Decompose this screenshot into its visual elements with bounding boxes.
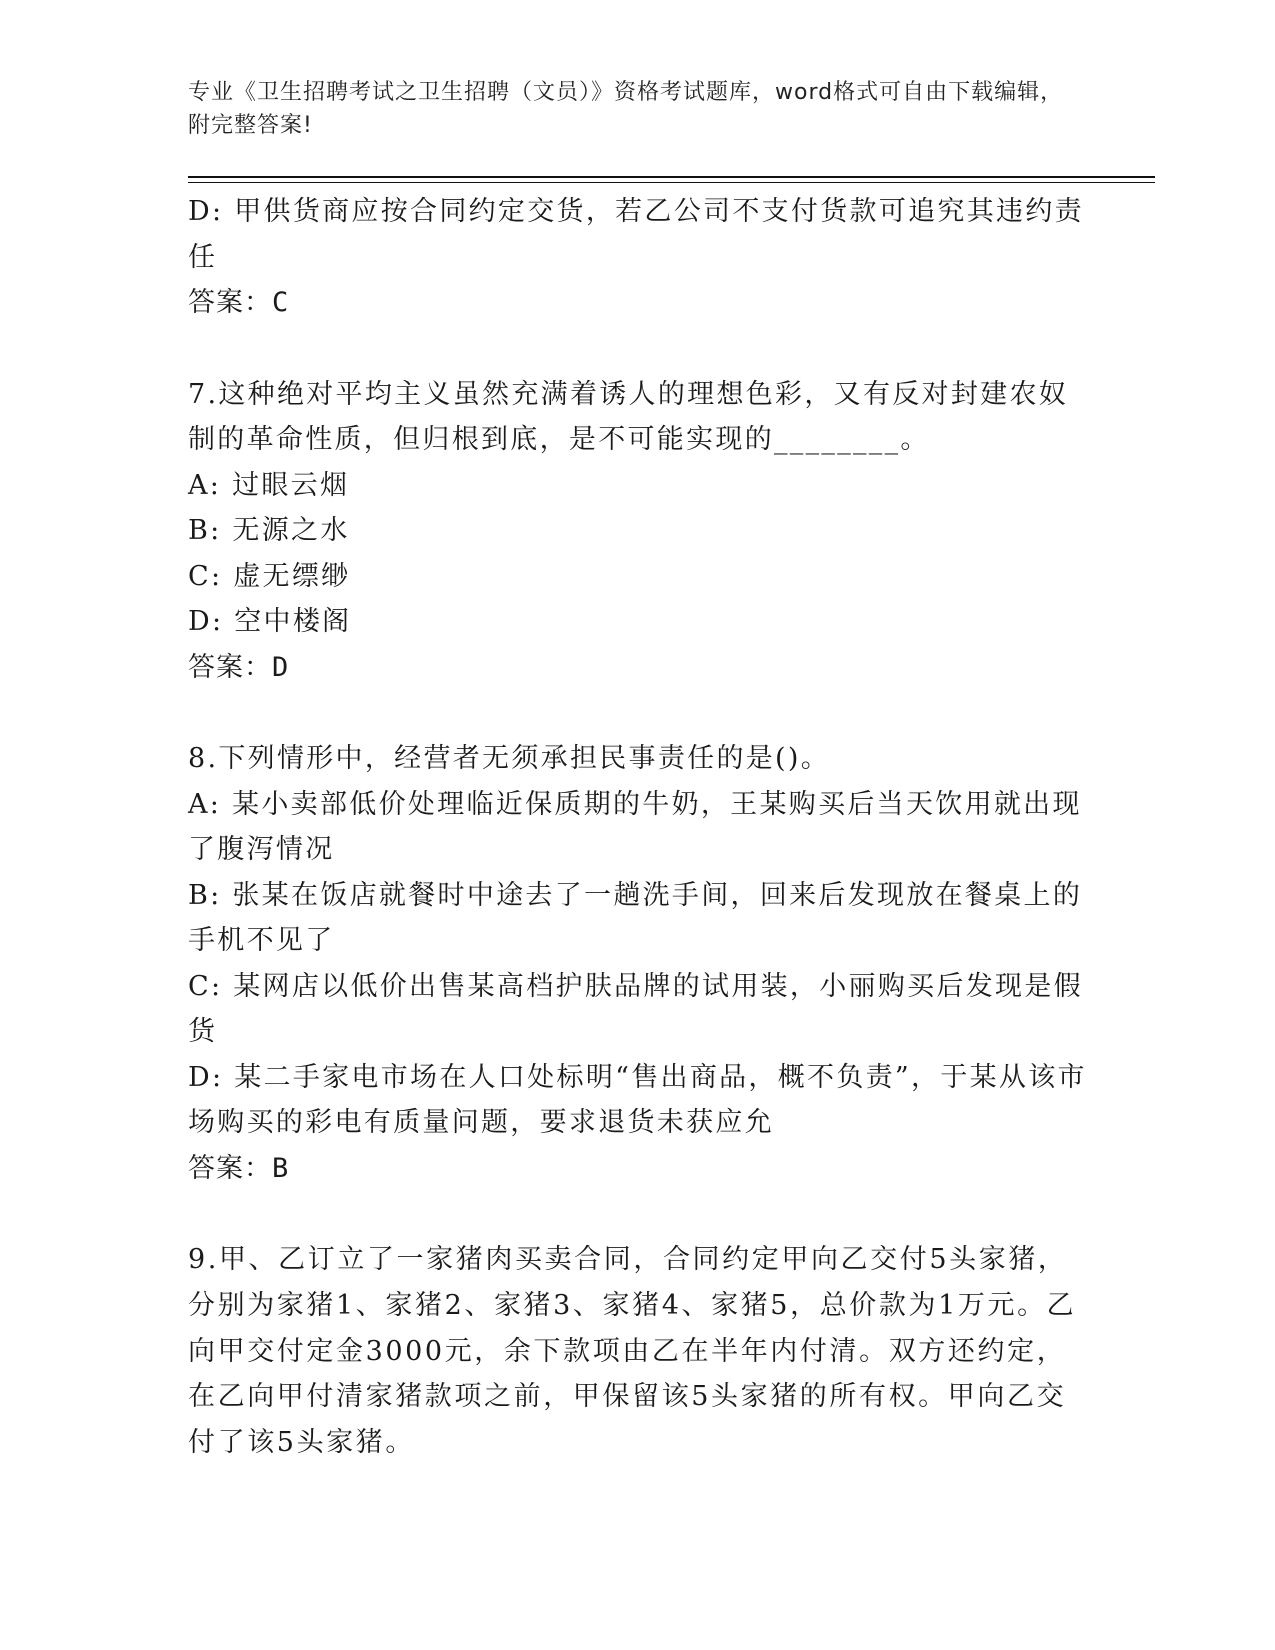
q7-option-d: D: 空中楼阁 <box>188 606 352 637</box>
q8-stem: 8.下列情形中，经营者无须承担民事责任的是()。 <box>188 743 831 774</box>
q7-answer-label: 答案： <box>188 651 272 683</box>
q8-answer <box>188 1146 1088 1192</box>
q7-option-c: C: 虚无缥缈 <box>188 560 351 592</box>
q7-answer <box>188 645 1088 691</box>
header-text: 专业《卫生招聘考试之卫生招聘（文员）》资格考试题库，word格式可自由下载编辑，附完整答案! <box>188 80 1064 138</box>
q6-answer-label: 答案： <box>188 287 272 318</box>
q8-option-a: A: 某小卖部低价处理临近保质期的牛奶，王某购买后当天饮用就出现了腹泻情况 <box>188 788 1082 865</box>
question-8 <box>188 736 1088 1191</box>
q6-answer-value: C <box>272 287 290 318</box>
q8-option-c: C: 某网店以低价出售某高档护肤品牌的试用装，小丽购买后发现是假货 <box>188 970 1083 1047</box>
spacer <box>188 1191 1088 1237</box>
question-7 <box>188 372 1088 691</box>
q8-answer-label: 答案： <box>188 1152 272 1184</box>
q8-option-d: D: 某二手家电市场在人口处标明“售出商品，概不负责”，于某从该市场购买的彩电有质量问题，要求退货未获应允 <box>188 1061 1087 1138</box>
q7-stem: 7.这种绝对平均主义虽然充满着诱人的理想色彩，又有反对封建农奴制的革命性质，但归根到底，是不可能实现的________。 <box>188 378 1069 455</box>
question-9 <box>188 1237 1088 1466</box>
q6-answer <box>188 280 1088 326</box>
header-divider-thick <box>188 176 1155 178</box>
q6-option-d: D: 甲供货商应按合同约定交货，若乙公司不支付货款可追究其违约责任 <box>188 196 1084 273</box>
document-body <box>188 189 1088 1466</box>
q7-answer-value: D <box>272 651 290 683</box>
header-divider-thin <box>188 182 1155 183</box>
q8-option-b: B: 张某在饭店就餐时中途去了一趟洗手间，回来后发现放在餐桌上的手机不见了 <box>188 879 1083 956</box>
spacer <box>188 326 1088 372</box>
question-6-tail <box>188 189 1088 326</box>
document-header <box>188 76 1068 142</box>
q8-answer-value: B <box>272 1152 290 1184</box>
q9-stem: 9.甲、乙订立了一家猪肉买卖合同，合同约定甲向乙交付5头家猪，分别为家猪1、家猪2、家猪3、家猪4、家猪5，总价款为1万元。乙向甲交付定金3000元，余下款项由乙在半年内付清。双方还约定，在乙向甲付清家猪款项之前，甲保留该5头家猪的所有权。甲向乙交付了该5头家猪。 <box>188 1244 1077 1459</box>
q7-option-b: B: 无源之水 <box>188 515 350 546</box>
spacer <box>188 690 1088 736</box>
q7-option-a: A: 过眼云烟 <box>188 469 350 501</box>
